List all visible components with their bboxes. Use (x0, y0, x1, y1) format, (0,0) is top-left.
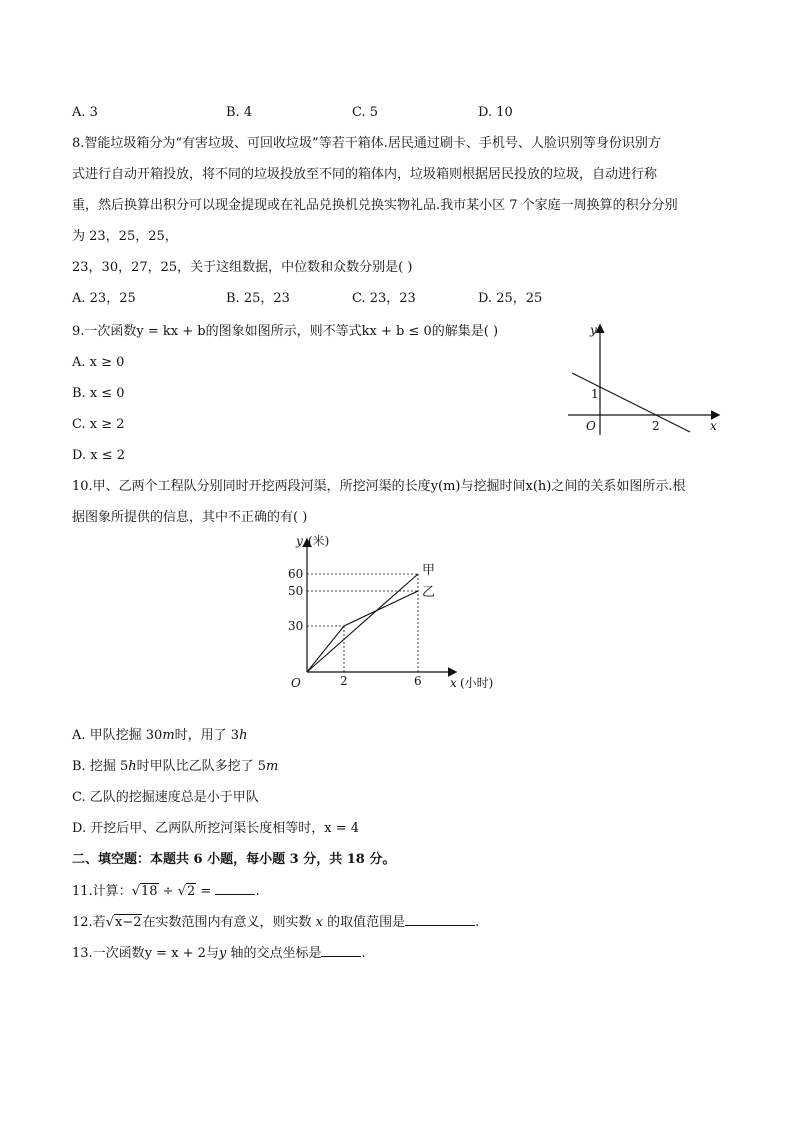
q8-line-1: 8.智能垃圾箱分为“有害垃圾、可回收垃圾”等若干箱体.居民通过刷卡、手机号、人脸识别等身份识别方 (72, 136, 661, 151)
q10-option-b-unit-1: h (128, 759, 137, 774)
q13-function: y = x + 2 (144, 946, 206, 961)
q10-tick-50: 50 (288, 584, 304, 598)
q8-line-4: 为 23，25，25， (72, 229, 178, 244)
q10-stem-line-1 (72, 478, 686, 496)
q10-line-jia (307, 574, 418, 672)
q10-option-a (72, 727, 247, 745)
q8-option-d: D. 25，25 (478, 291, 543, 306)
q10-text-a: 10.甲、乙两个工程队分别同时开挖两段河渠，所挖河渠的长度 (72, 479, 431, 494)
q10-option-a-unit-1: m (162, 728, 175, 743)
q10-series-jia-label: 甲 (422, 563, 436, 578)
q9-y-intercept-label: 1 (591, 387, 599, 401)
q12-suffix: 的取值范围是 (322, 915, 406, 930)
q10-option-a-text: A. 甲队挖掘 30 (72, 728, 163, 743)
q10-y-unit: (米) (308, 534, 330, 548)
q9-option-d: D. x ≤ 2 (72, 448, 125, 463)
q10-tick-60: 60 (288, 567, 304, 581)
q13-var: y (218, 946, 227, 961)
q12 (72, 913, 479, 932)
q9-x-intercept-label: 2 (652, 419, 660, 433)
q10-option-d-equation: x = 4 (324, 821, 359, 836)
q11-answer-blank[interactable] (215, 882, 255, 895)
q8-line-5: 23，30，27，25，关于这组数据，中位数和众数分别是( ) (72, 260, 413, 275)
q10-line-yi (307, 591, 418, 672)
q11-operator: ÷ (158, 884, 178, 899)
q8-line-3: 重，然后换算出积分可以现金提现或在礼品兑换机兑换实物礼品.我市某小区 7 个家庭一周换算的积分分别 (72, 198, 678, 213)
q10-option-a-unit-2: h (239, 728, 248, 743)
q9-stem-mid: 的图象如图所示，则不等式 (205, 324, 362, 339)
q10-option-a-text-2: 时，用了 3 (174, 728, 240, 743)
q7-option-c: C. 5 (352, 105, 379, 120)
q9-option-c: C. x ≥ 2 (72, 417, 125, 432)
q10-tick-x2: 2 (340, 674, 348, 688)
q10-graph (280, 530, 520, 695)
q11-sqrt-18: √18 (131, 884, 158, 899)
q10-option-d (72, 820, 359, 838)
q10-tick-30: 30 (288, 619, 304, 633)
q9-function: y = kx + b (136, 324, 206, 339)
q12-var: x (315, 915, 323, 930)
q11-end: . (255, 884, 260, 899)
q10-option-b-text: B. 挖掘 5 (72, 759, 129, 774)
q12-answer-blank[interactable] (405, 913, 475, 926)
q13-mid: 与 (205, 946, 219, 961)
q9-stem-suffix: 的解集是( ) (431, 324, 499, 339)
q11-prefix: 11.计算： (72, 884, 132, 899)
q12-end: . (475, 915, 480, 930)
q11-sqrt-2: √2 (177, 884, 196, 899)
q13-prefix: 13.一次函数 (72, 946, 145, 961)
q10-tick-x6: 6 (414, 674, 422, 688)
q8-option-a: A. 23，25 (72, 291, 136, 306)
q9-graph (560, 320, 730, 440)
q10-y-label: y (296, 534, 303, 548)
q12-sqrt: √x−2 (105, 915, 142, 930)
q9-option-a: A. x ≥ 0 (72, 355, 125, 370)
section-2-heading: 二、填空题：本题共 6 小题，每小题 3 分，共 18 分。 (72, 852, 396, 867)
q10-option-b-unit-2: m (266, 759, 279, 774)
q10-x-unit: (小时) (460, 676, 494, 690)
q7-option-b: B. 4 (226, 105, 253, 120)
q8-line-2: 式进行自动开箱投放，将不同的垃圾投放至不同的箱体内，垃圾箱则根据居民投放的垃圾，自动进行称 (72, 167, 658, 182)
q13 (72, 944, 366, 963)
q10-series-yi-label: 乙 (422, 585, 436, 600)
q12-prefix: 12.若 (72, 915, 106, 930)
q13-end: . (361, 946, 366, 961)
q13-suffix: 轴的交点坐标是 (226, 946, 322, 961)
q9-stem-prefix: 9.一次函数 (72, 324, 137, 339)
q10-stem-line-2: 据图象所提供的信息，其中不正确的有( ) (72, 510, 308, 525)
q11 (72, 882, 260, 901)
q10-option-b (72, 758, 278, 776)
q13-answer-blank[interactable] (321, 944, 361, 957)
q9-x-label: x (710, 419, 717, 433)
q9-y-label: y (590, 323, 597, 337)
q8-option-b: B. 25，23 (226, 291, 290, 306)
q10-y-var: y(m) (430, 479, 461, 494)
q9-inequality: kx + b ≤ 0 (361, 324, 432, 339)
q10-text-e: 之间的关系如图所示.根 (551, 479, 686, 494)
q8-option-c: C. 23，23 (352, 291, 416, 306)
q9-option-b: B. x ≤ 0 (72, 386, 125, 401)
q7-option-a: A. 3 (72, 105, 98, 120)
q12-mid: 在实数范围内有意义，则实数 (142, 915, 316, 930)
q10-x-var: x(h) (525, 479, 552, 494)
q10-x-label: x (450, 676, 457, 690)
q10-origin-label: O (291, 676, 301, 690)
q10-text-c: 与挖掘时间 (460, 479, 526, 494)
q9-stem (72, 323, 498, 341)
q7-option-d: D. 10 (478, 105, 513, 120)
q10-option-c: C. 乙队的挖掘速度总是小于甲队 (72, 790, 259, 805)
q11-equals: = (196, 884, 216, 899)
q10-option-b-text-2: 时甲队比乙队多挖了 5 (136, 759, 267, 774)
q10-option-d-text: D. 开挖后甲、乙两队所挖河渠长度相等时， (72, 821, 325, 836)
q9-origin-label: O (586, 419, 596, 433)
